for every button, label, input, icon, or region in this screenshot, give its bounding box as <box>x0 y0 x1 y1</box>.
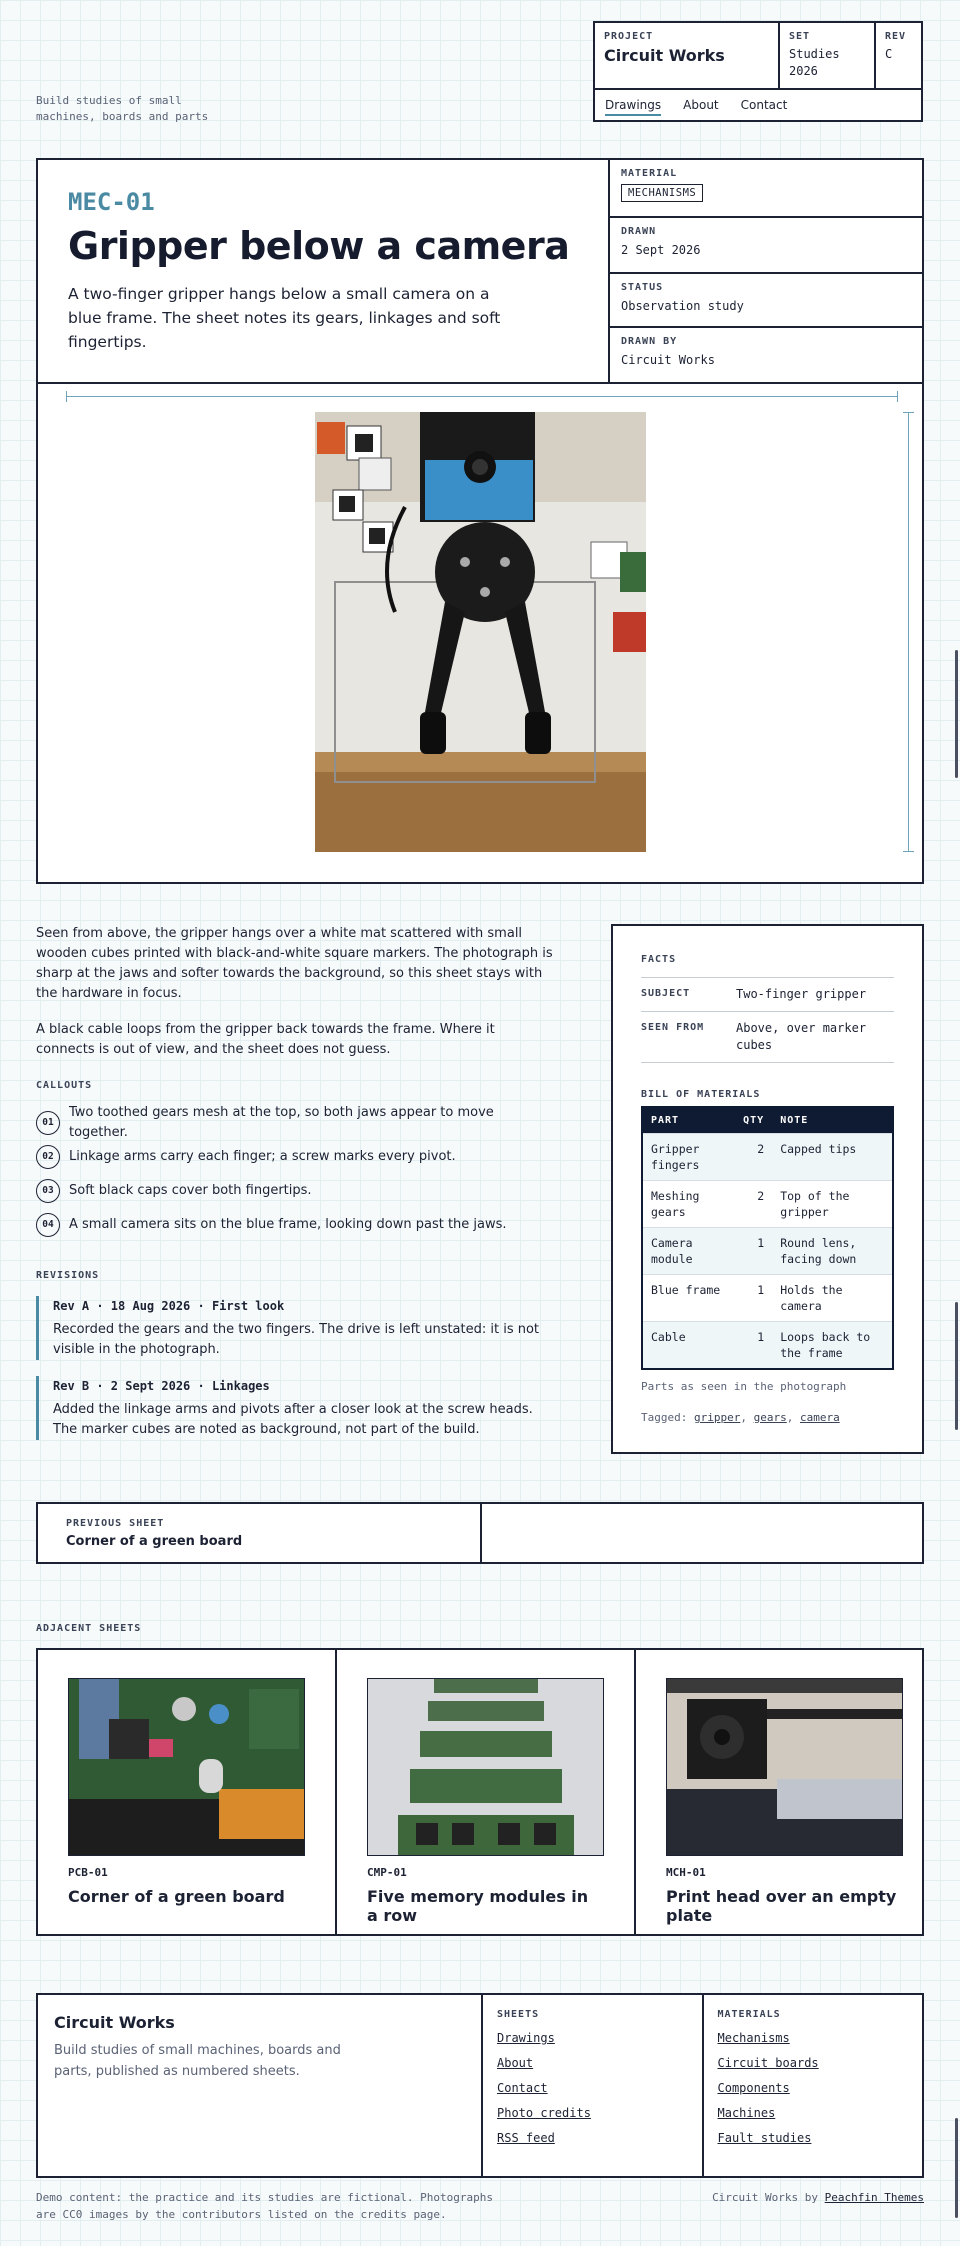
project-label: PROJECT <box>604 31 654 42</box>
dimension-line-vertical <box>908 412 909 852</box>
callout-number: 04 <box>36 1213 60 1237</box>
revisions-heading: REVISIONS <box>36 1270 100 1281</box>
card-image-memory <box>367 1678 604 1856</box>
footer-link-circuit-boards[interactable]: Circuit boards <box>717 2056 819 2070</box>
facts-panel <box>611 924 924 1454</box>
footer-description: Build studies of small machines, boards and parts, published as numbered sheets. <box>54 2043 341 2079</box>
footer-link-photo-credits[interactable]: Photo credits <box>497 2106 591 2120</box>
fact-key: SUBJECT <box>641 988 691 999</box>
previous-label: PREVIOUS SHEET <box>66 1518 165 1529</box>
bom-table <box>641 1106 894 1370</box>
card-title[interactable]: Five memory modules in a row <box>367 1887 589 1925</box>
status-value: Observation study <box>621 299 744 313</box>
project-cell <box>595 23 778 88</box>
bom-part: Meshing gears <box>642 1181 735 1228</box>
callout-item <box>36 1106 556 1140</box>
fact-key: SEEN FROM <box>641 1022 705 1033</box>
callout-number: 02 <box>36 1145 60 1169</box>
table-row <box>642 1134 893 1181</box>
material-label: MATERIAL <box>621 168 678 179</box>
callout-item <box>36 1140 556 1174</box>
adjacent-card[interactable] <box>335 1650 634 1934</box>
callout-text: A small camera sits on the blue frame, looking down past the jaws. <box>69 1217 507 1232</box>
next-sheet-empty <box>482 1504 922 1562</box>
facts-heading: FACTS <box>641 954 894 978</box>
title-block <box>593 21 923 122</box>
footer-link-rss[interactable]: RSS feed <box>497 2131 555 2145</box>
bom-qty: 1 <box>735 1228 772 1275</box>
revision-head: Rev A · 18 Aug 2026 · First look <box>53 1299 285 1313</box>
sheet-pager <box>36 1502 924 1564</box>
nav-contact[interactable]: Contact <box>740 98 788 112</box>
card-title[interactable]: Print head over an empty plate <box>666 1887 897 1925</box>
bom-header-note: NOTE <box>772 1107 893 1134</box>
hero-sheet <box>36 158 924 884</box>
tag-gripper[interactable]: gripper <box>693 1411 741 1424</box>
rev-cell <box>874 23 921 88</box>
set-cell <box>778 23 874 88</box>
material-chip[interactable]: MECHANISMS <box>621 184 703 202</box>
adjacent-card[interactable] <box>38 1650 335 1934</box>
adjacent-card[interactable] <box>634 1650 933 1934</box>
card-code: PCB-01 <box>68 1866 108 1879</box>
footer-disclaimer: Demo content: the practice and its studies are fictional. Photographs are CC0 images by the contributors listed on the credits page. <box>36 2191 493 2221</box>
bom-header-part: PART <box>642 1107 735 1134</box>
set-value: Studies 2026 <box>789 47 840 78</box>
bom-qty: 2 <box>735 1134 772 1181</box>
bom-note: Loops back to the frame <box>772 1322 893 1370</box>
adjacent-heading: ADJACENT SHEETS <box>36 1623 142 1634</box>
callout-text: Two toothed gears mesh at the top, so both jaws appear to move together. <box>69 1105 494 1140</box>
footer-link-about[interactable]: About <box>497 2056 534 2070</box>
bom-part: Blue frame <box>642 1275 735 1322</box>
callout-number: 01 <box>36 1111 60 1135</box>
fact-value: Two-finger gripper <box>736 987 867 1001</box>
card-image-printer <box>666 1678 903 1856</box>
revision-text: Added the linkage arms and pivots after a closer look at the screw heads. The marker cubes are noted as background, not part of the build. <box>53 1402 533 1437</box>
footer-link-mechanisms[interactable]: Mechanisms <box>717 2031 790 2045</box>
footer-link-drawings[interactable]: Drawings <box>497 2031 555 2045</box>
footer-sheets <box>481 1995 702 2176</box>
credit-prefix: Circuit Works by <box>712 2191 819 2204</box>
footer-materials-heading: MATERIALS <box>717 2009 781 2020</box>
revision-entry <box>36 1376 556 1440</box>
article-paragraph: A black cable loops from the gripper back towards the frame. Where it connects is out of view, and the sheet does not guess. <box>36 1022 495 1057</box>
sheet-code: MEC-01 <box>68 188 155 216</box>
revision-text: Recorded the gears and the two fingers. The drive is left unstated: it is not visible in the photograph. <box>53 1322 540 1357</box>
article-paragraph: Seen from above, the gripper hangs over a white mat scattered with small wooden cubes printed with black-and-white square markers. The photograph is sharp at the jaws and softer towards the background, so this sheet stays with the hardware in focus. <box>36 926 553 1001</box>
footer-materials <box>702 1995 923 2176</box>
rev-label: REV <box>885 31 907 42</box>
table-row <box>642 1228 893 1275</box>
fact-row <box>641 1012 894 1063</box>
callout-text: Linkage arms carry each finger; a screw marks every pivot. <box>69 1149 456 1164</box>
footer-link-components[interactable]: Components <box>717 2081 790 2095</box>
bom-part: Camera module <box>642 1228 735 1275</box>
main-nav <box>595 90 921 124</box>
card-code: MCH-01 <box>666 1866 706 1879</box>
drawn-date: 2 Sept 2026 <box>621 243 701 257</box>
set-label: SET <box>789 31 811 42</box>
card-title[interactable]: Corner of a green board <box>68 1887 285 1906</box>
bom-note: Holds the camera <box>772 1275 893 1322</box>
bom-heading: BILL OF MATERIALS <box>641 1089 761 1100</box>
footer-credit <box>712 2189 924 2206</box>
gripper-photo <box>315 412 646 852</box>
bom-part: Gripper fingers <box>642 1134 735 1181</box>
tag-camera[interactable]: camera <box>799 1411 840 1424</box>
drawn-label: DRAWN <box>621 226 657 237</box>
tag-gears[interactable]: gears <box>753 1411 787 1424</box>
bom-qty: 1 <box>735 1322 772 1370</box>
card-code: CMP-01 <box>367 1866 407 1879</box>
revision-entry <box>36 1296 556 1360</box>
revision-head: Rev B · 2 Sept 2026 · Linkages <box>53 1379 270 1393</box>
page-title: Gripper below a camera <box>68 224 570 268</box>
site-footer <box>36 1993 924 2178</box>
bom-header-qty: QTY <box>735 1107 772 1134</box>
credit-link[interactable]: Peachfin Themes <box>824 2191 924 2204</box>
rev-value: C <box>885 47 893 61</box>
adjacent-sheets <box>36 1648 924 1936</box>
previous-sheet-link[interactable] <box>38 1504 482 1562</box>
bom-qty: 1 <box>735 1275 772 1322</box>
callout-item <box>36 1208 556 1242</box>
sheet-meta <box>608 160 922 382</box>
dimension-line-horizontal <box>66 396 898 397</box>
nav-about[interactable]: About <box>683 98 719 112</box>
site-tagline: Build studies of small machines, boards and parts <box>36 94 209 123</box>
sheet-article <box>36 924 556 1456</box>
table-row <box>642 1275 893 1322</box>
fact-row <box>641 978 894 1012</box>
previous-title: Corner of a green board <box>66 1534 243 1549</box>
callouts-heading: CALLOUTS <box>36 1080 93 1091</box>
scrollbar-thumb[interactable] <box>955 1302 958 1430</box>
project-name[interactable]: Circuit Works <box>604 46 725 65</box>
footer-link-machines[interactable]: Machines <box>717 2106 776 2120</box>
footer-sheets-heading: SHEETS <box>497 2009 540 2020</box>
bom-part: Cable <box>642 1322 735 1370</box>
bom-caption: Parts as seen in the photograph <box>641 1380 847 1393</box>
bom-note: Top of the gripper <box>772 1181 893 1228</box>
footer-brand[interactable]: Circuit Works <box>54 2013 175 2032</box>
card-image-board <box>68 1678 305 1856</box>
bom-note: Capped tips <box>772 1134 893 1181</box>
sheet-lede: A two-finger gripper hangs below a small camera on a blue frame. The sheet notes its gears, linkages and soft fingertips. <box>68 285 501 351</box>
callout-text: Soft black caps cover both fingertips. <box>69 1183 312 1198</box>
footer-link-fault-studies[interactable]: Fault studies <box>717 2131 812 2145</box>
fact-value: Above, over marker cubes <box>736 1021 867 1052</box>
table-row <box>642 1181 893 1228</box>
bom-qty: 2 <box>735 1181 772 1228</box>
tag-list: Tagged: gripper, gears, camera <box>641 1411 840 1424</box>
drawnby-label: DRAWN BY <box>621 336 678 347</box>
drawnby-value: Circuit Works <box>621 353 715 367</box>
scrollbar-thumb[interactable] <box>955 650 958 778</box>
tags-prefix: Tagged: <box>641 1411 688 1424</box>
bom-note: Round lens, facing down <box>772 1228 893 1275</box>
nav-drawings[interactable]: Drawings <box>605 98 661 116</box>
footer-link-contact[interactable]: Contact <box>497 2081 548 2095</box>
callout-number: 03 <box>36 1179 60 1203</box>
table-row <box>642 1322 893 1370</box>
scrollbar-thumb[interactable] <box>955 2118 958 2218</box>
status-label: STATUS <box>621 282 664 293</box>
callout-item <box>36 1174 556 1208</box>
